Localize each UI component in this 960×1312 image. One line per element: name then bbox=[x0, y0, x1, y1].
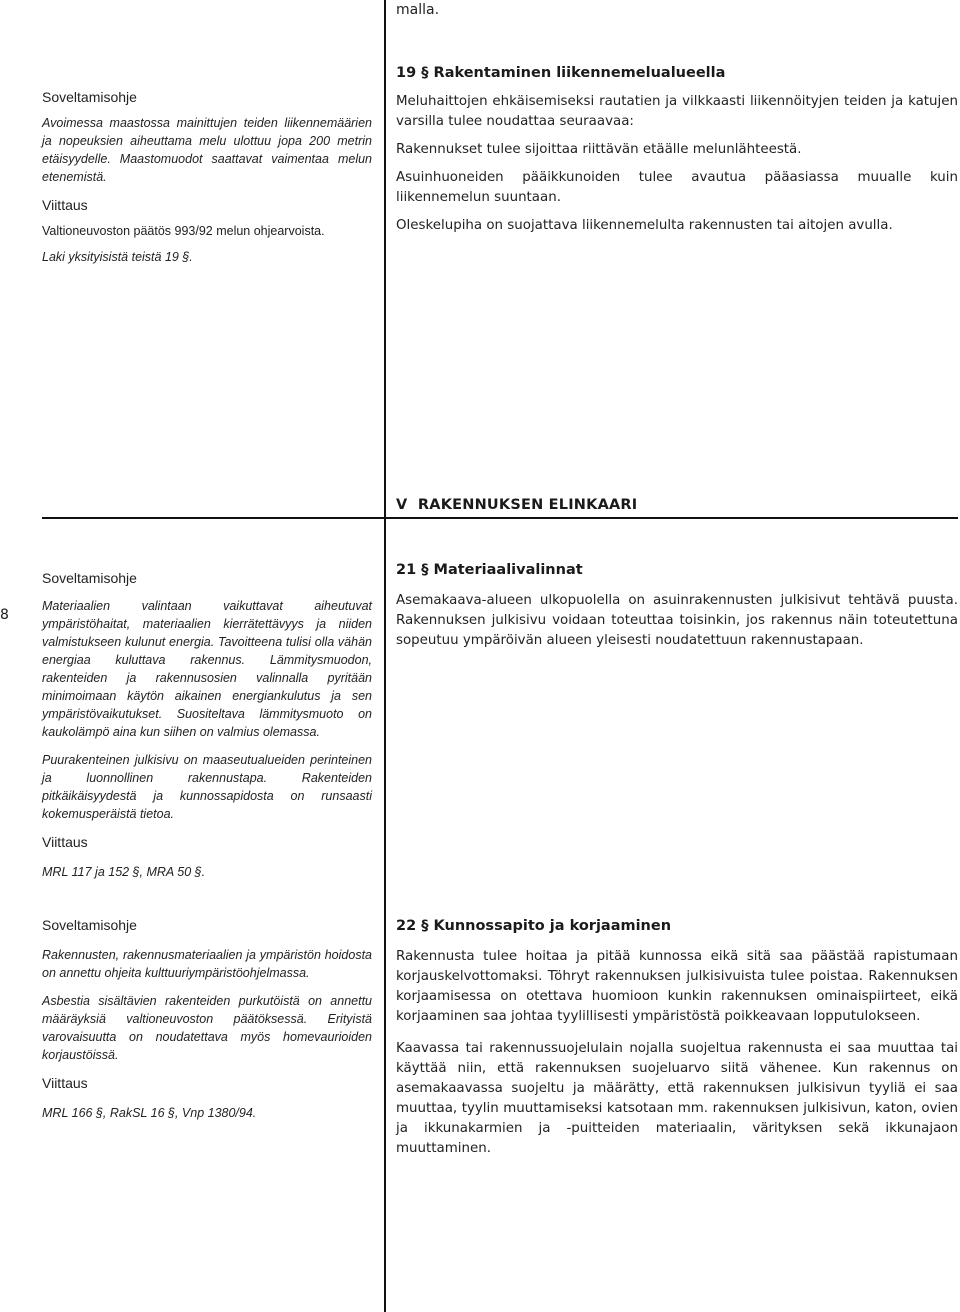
column-divider-bottom bbox=[384, 517, 386, 1312]
paragraph: Kaavassa tai rakennussuojelulain nojalla suojeltua rakennusta ei saa muuttaa tai käyttää niin, että rakennuksen suojeluarvo siitä vähenee. Kun rakennus on asemakaavassa suojeltu ja määrätty, että rakennuksen julkisivun tyyliä ei saa muuttaa, tyylin muuttamiseksi katsotaan mm. rakennuksen julkisivun, katon, ovien ja ikkunakarmien ja -puitteiden materiaalin, värityksen sekä ikkunajaon muuttaminen. bbox=[396, 1041, 958, 1156]
side-heading: Viittaus bbox=[42, 197, 88, 213]
section-heading: 21 § Materiaalivalinnat bbox=[396, 562, 583, 578]
side-ref: MRL 117 ja 152 §, MRA 50 §. bbox=[42, 865, 206, 879]
paragraph: Oleskelupiha on suojattava liikennemelulta rakennusten tai aitojen avulla. bbox=[396, 218, 893, 233]
section-heading: 19 § Rakentaminen liikennemelualueella bbox=[396, 65, 726, 81]
section-21 bbox=[396, 561, 958, 651]
side-text: Puurakenteinen julkisivu on maaseutualueiden perinteinen ja luonnollinen rakennustapa. Rakenteiden pitkäikäisyydestä ja kunnossapidosta on runsaasti kokemusperäistä tietoa. bbox=[42, 753, 372, 821]
side-heading: Soveltamisohje bbox=[42, 570, 137, 586]
side-text: Avoimessa maastossa mainittujen teiden liikennemäärien ja nopeuksien aiheuttama melu ulottuu jopa 200 metrin etäisyydelle. Maastomuodot saattavat vaimentaa melun etenemistä. bbox=[42, 116, 372, 184]
side-note-22 bbox=[42, 916, 372, 1122]
side-heading: Soveltamisohje bbox=[42, 917, 137, 933]
column-divider-top bbox=[384, 0, 386, 520]
side-ref: MRL 166 §, RakSL 16 §, Vnp 1380/94. bbox=[42, 1106, 257, 1120]
side-text: Rakennusten, rakennusmateriaalien ja ympäristön hoidosta on annettu ohjeita kulttuuriympäristöohjelmassa. bbox=[42, 948, 372, 980]
paragraph: Asemakaava-alueen ulkopuolella on asuinrakennusten julkisivut tehtävä puusta. Rakennuksen julkisivu voidaan toteuttaa toisinkin, jos rakennus näin toteutettuna sopeutuu ympäröivän alueen yleisesti noudatettuun rakennustapaan. bbox=[396, 593, 958, 648]
paragraph: Asuinhuoneiden pääikkunoiden tulee avautua pääasiassa muualle kuin liikennemelun suuntaan. bbox=[396, 170, 958, 205]
chapter-title: V RAKENNUKSEN ELINKAARI bbox=[396, 497, 638, 513]
side-ref: Laki yksityisistä teistä 19 §. bbox=[42, 250, 193, 264]
section-heading: 22 § Kunnossapito ja korjaaminen bbox=[396, 918, 672, 934]
side-heading: Viittaus bbox=[42, 1075, 88, 1091]
side-note-19 bbox=[42, 88, 372, 266]
side-heading: Soveltamisohje bbox=[42, 89, 137, 105]
section-22 bbox=[396, 917, 958, 1159]
side-ref: Valtioneuvoston päätös 993/92 melun ohjearvoista. bbox=[42, 224, 325, 238]
side-note-21 bbox=[42, 569, 372, 881]
continuation-text: malla. bbox=[396, 2, 440, 18]
side-heading: Viittaus bbox=[42, 834, 88, 850]
paragraph: Meluhaittojen ehkäisemiseksi rautatien ja vilkkaasti liikennöityjen teiden ja katujen varsilla tulee noudattaa seuraavaa: bbox=[396, 94, 958, 129]
page-number: 8 bbox=[0, 607, 9, 623]
side-text: Materiaalien valintaan vaikuttavat aiheutuvat ympäristöhaitat, materiaalien kierrätettävyys ja niiden valmistukseen kulunut energia. Tavoitteena tulisi olla vähän energiaa kuluttava rakennus. Lämmitysmuodon, rakenteiden ja rakennusosien valinnalla pyritään minimoimaan käytön aikainen energiankulutus ja sen ympäristövaikutukset. Suositeltava lämmitysmuoto on kaukolämpö aina kun siihen on valmius olemassa. bbox=[42, 599, 372, 739]
section-rule bbox=[42, 517, 958, 519]
side-text: Asbestia sisältävien rakenteiden purkutöistä on annettu määräyksiä valtioneuvoston päätöksessä. Erityistä varovaisuutta on noudatettava myös homevaurioiden korjaustöissä. bbox=[42, 994, 372, 1062]
paragraph: Rakennusta tulee hoitaa ja pitää kunnossa eikä sitä saa päästää rapistumaan korjauskelvottomaksi. Töhryt rakennuksen julkisivuista tulee poistaa. Rakennuksen korjaamisessa on otettava huomioon kunkin rakennuksen ominaispiirteet, eikä korjaaminen saa johtaa tyylillisesti ympäristöstä poikkeavaan lopputulokseen. bbox=[396, 949, 958, 1024]
paragraph: Rakennukset tulee sijoittaa riittävän etäälle melunlähteestä. bbox=[396, 142, 802, 157]
section-19 bbox=[396, 64, 958, 236]
